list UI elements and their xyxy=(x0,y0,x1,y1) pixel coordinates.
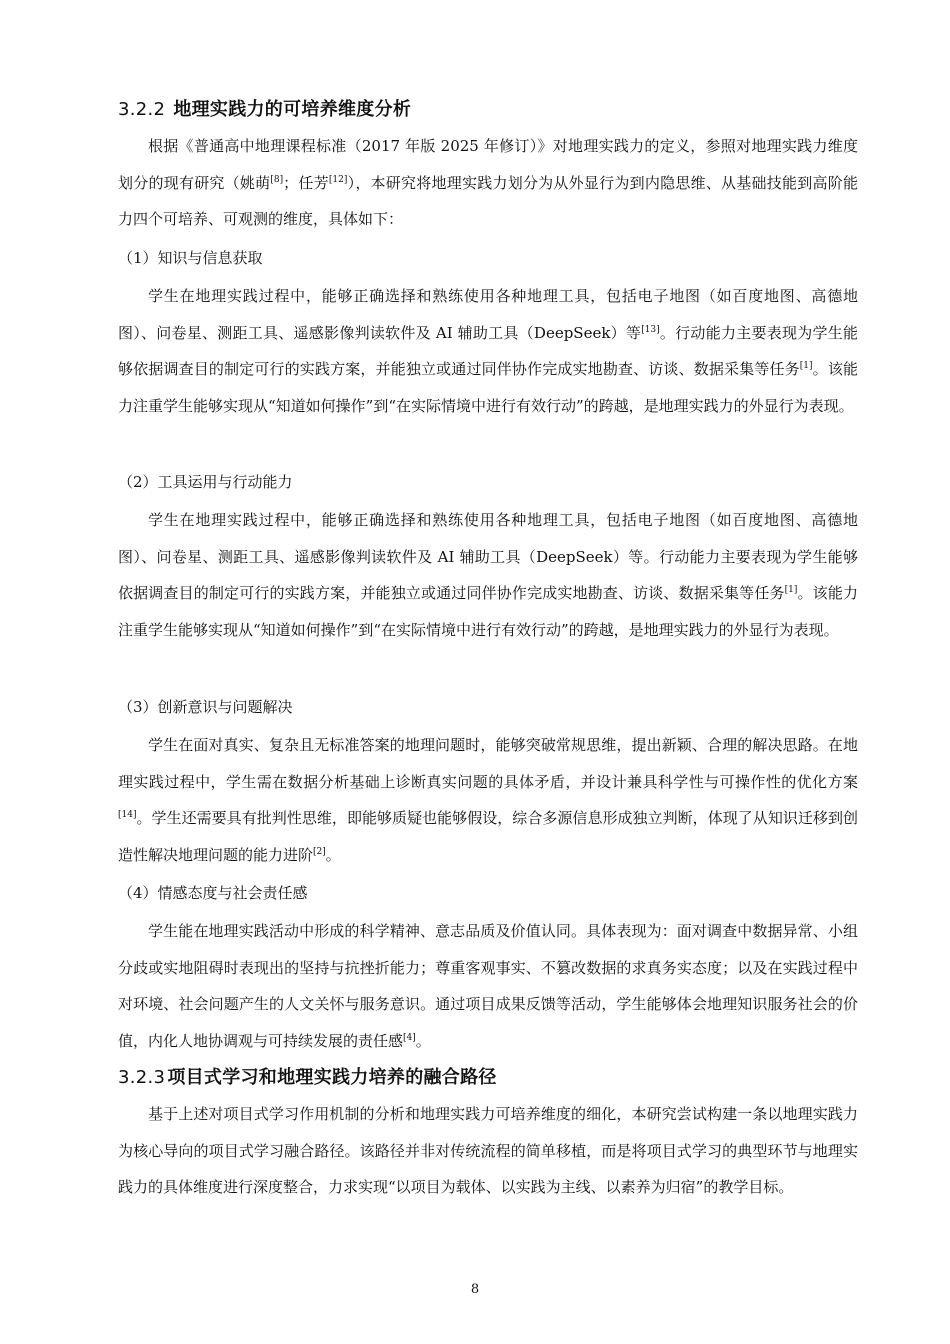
subsection-heading-3: （3）创新意识与问题解决 xyxy=(118,698,293,716)
section-title: 项目式学习和地理实践力培养的融合路径 xyxy=(167,1067,497,1088)
intro-paragraph xyxy=(118,128,858,238)
citation-ref: [13] xyxy=(641,324,660,335)
citation-ref: [8] xyxy=(270,174,284,185)
subsection-heading-4: （4）情感态度与社会责任感 xyxy=(118,884,308,902)
subsection-heading-1: （1）知识与信息获取 xyxy=(118,249,263,267)
sub2-text-1: 学生在地理实践过程中，能够正确选择和熟练使用各种地理工具，包括电子地图（如百度地图、高德地图）、问卷星、测距工具、遥感影像判读软件及 AI 辅助工具（DeepSeek）等。行动能力主要表现为学生能够依据调查目的制定可行的实践方案，并能独立或通过同伴协作完成实地勘查、访谈、数据采集等任务 xyxy=(118,511,858,603)
sub3-text-2: 。学生还需要具有批判性思维，即能够质疑也能够假设，综合多源信息形成独立判断，体现了从知识迁移到创造性解决地理问题的能力进阶 xyxy=(118,809,858,864)
page-number: 8 xyxy=(470,1282,480,1297)
sub1-text-2: 。行动能力主要表现为学生能够依据调查目的制定可行的实践方案，并能独立或通过同伴协作完成实地勘查、访谈、数据采集等任务 xyxy=(118,323,858,379)
section-heading-3-2-2 xyxy=(118,98,411,122)
subsection-heading-2: （2）工具运用与行动能力 xyxy=(118,473,293,491)
sub3-text-1: 学生在面对真实、复杂且无标准答案的地理问题时，能够突破常规思维，提出新颖、合理的解决思路。在地理实践过程中，学生需在数据分析基础上诊断真实问题的具体矛盾，并设计兼具科学性与可操作性的优化方案 xyxy=(118,736,858,791)
sub2-text-2: 。该能力注重学生能够实现从“知道如何操作”到“在实际情境中进行有效行动”的跨越，是地理实践力的外显行为表现。 xyxy=(118,584,858,639)
sub1-text-3: 。该能力注重学生能够实现从“知道如何操作”到“在实际情境中进行有效行动”的跨越，是地理实践力的外显行为表现。 xyxy=(118,360,858,415)
sub4-text-2: 。 xyxy=(415,1031,431,1050)
citation-ref: [14] xyxy=(118,810,137,821)
citation-ref: [1] xyxy=(799,361,813,372)
section-title: 地理实践力的可培养维度分析 xyxy=(173,99,412,120)
intro-text-2: ；任芳 xyxy=(283,173,329,192)
sub1-text-1: 学生在地理实践过程中，能够正确选择和熟练使用各种地理工具，包括电子地图（如百度地图、高德地图）、问卷星、测距工具、遥感影像判读软件及 AI 辅助工具（DeepSeek）等 xyxy=(118,287,858,342)
subsection-4-paragraph xyxy=(118,913,858,1059)
subsection-2-paragraph xyxy=(118,502,858,648)
intro-text-3: ），本研究将地理实践力划分为从外显行为到内隐思维、从基础技能到高阶能力四个可培养、可观测的维度，具体如下： xyxy=(118,173,858,229)
intro-text-1: 根据《普通高中地理课程标准（2017 年版 2025 年修订）》对地理实践力的定义，参照对地理实践力维度划分的现有研究（姚萌 xyxy=(118,137,858,192)
section-number: 3.2.2 xyxy=(118,99,166,120)
subsection-3-paragraph xyxy=(118,727,858,873)
section-3-2-3-paragraph: 基于上述对项目式学习作用机制的分析和地理实践力可培养维度的细化，本研究尝试构建一条以地理实践力为核心导向的项目式学习融合路径。该路径并非对传统流程的简单移植，而是将项目式学习的典型环节与地理实践力的具体维度进行深度整合，力求实现“以项目为载体、以实践为主线、以素养为归宿”的教学目标。 xyxy=(118,1105,858,1197)
citation-ref: [12] xyxy=(328,174,348,185)
section-heading-3-2-3 xyxy=(118,1066,497,1090)
citation-ref: [4] xyxy=(403,1032,416,1043)
citation-ref: [2] xyxy=(313,846,326,857)
sub4-text-1: 学生能在地理实践活动中形成的科学精神、意志品质及价值认同。具体表现为：面对调查中数据异常、小组分歧或实地阻碍时表现出的坚持与抗挫折能力；尊重客观事实、不篡改数据的求真务实态度；以及在实践过程中对环境、社会问题产生的人文关怀与服务意识。通过项目成果反馈等活动，学生能够体会地理知识服务社会的价值，内化人地协调观与可持续发展的责任感 xyxy=(118,922,858,1050)
citation-ref: [1] xyxy=(784,585,798,596)
sub3-text-3: 。 xyxy=(325,845,341,864)
section-number: 3.2.3 xyxy=(118,1067,166,1088)
subsection-1-paragraph xyxy=(118,278,858,424)
